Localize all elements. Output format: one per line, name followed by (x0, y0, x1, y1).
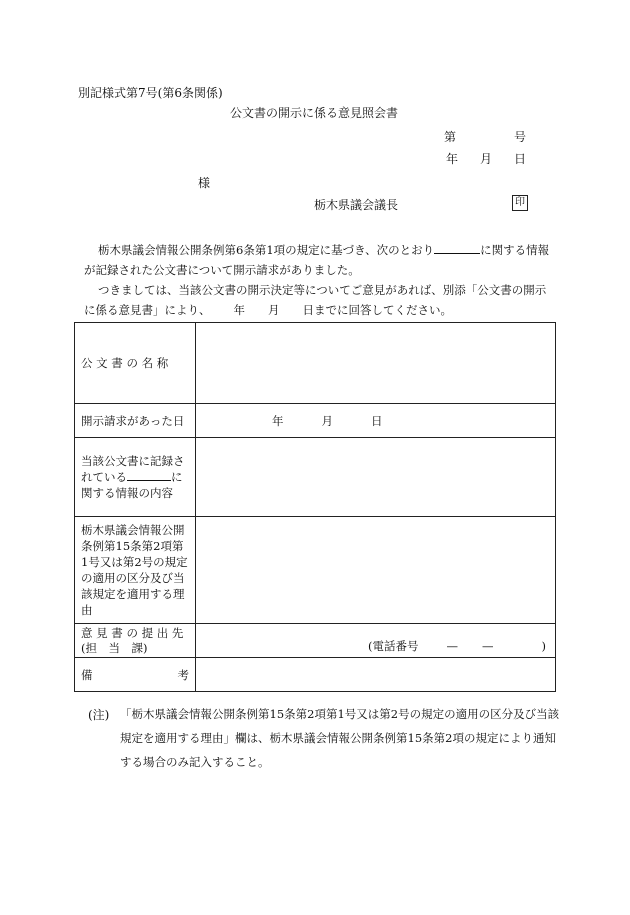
blank-underline (127, 469, 171, 481)
label-submission-dest-b: (担 当 課) (81, 640, 148, 655)
paragraph-1-b: に関する情報が記録された公文書について開示請求がありました。 (84, 243, 550, 277)
sender-name: 栃木県議会議長 (314, 198, 399, 212)
label-info-content-b: に関する情報の内容 (81, 470, 183, 500)
phone-label: (電話番号 (368, 638, 419, 653)
seal-text: 印 (512, 195, 528, 211)
row-info-content (75, 438, 556, 517)
addressee-suffix: 様 (198, 176, 211, 190)
paragraph-2-a: つきましては、当該公文書の開示決定等についてご意見があれば、別添「公文書の開示に係る意見書」により、 (84, 283, 547, 317)
value-applicable-reason (196, 517, 556, 624)
label-info-content-a: 当該公文書に記録されている (81, 454, 185, 484)
paragraph-2-year: 年 (233, 303, 245, 317)
row-request-date (75, 404, 556, 438)
label-remarks-b: 考 (177, 667, 189, 682)
request-date-year: 年 (272, 413, 284, 428)
value-remarks (196, 658, 556, 692)
note-label: (注) (88, 708, 110, 722)
label-remarks (75, 658, 196, 692)
paragraph-1-a: 栃木県議会情報公開条例第6条第1項の規定に基づき、次のとおり (98, 243, 435, 257)
number-suffix: 号 (514, 130, 527, 144)
paragraph-2 (84, 280, 554, 320)
value-info-content (196, 438, 556, 517)
document-title: 公文書の開示に係る意見照会書 (230, 106, 399, 120)
label-info-content (75, 438, 196, 517)
phone-dash-2: — (482, 638, 494, 653)
number-prefix: 第 (444, 130, 457, 144)
request-date-day: 日 (371, 413, 383, 428)
paragraph-2-month: 月 (268, 303, 280, 317)
label-request-date: 開示請求があった日 (75, 404, 196, 438)
date-month: 月 (480, 152, 493, 166)
blank-underline (434, 241, 480, 254)
seal-mark (512, 194, 528, 211)
form-number: 別記様式第7号(第6条関係) (78, 86, 223, 100)
label-applicable-reason: 栃木県議会情報公開条例第15条第2項第1号又は第2号の規定の適用の区分及び当該規定を適用する理由 (75, 517, 196, 624)
label-document-name: 公 文 書 の 名 称 (75, 323, 196, 404)
label-submission-dest-a: 意 見 書 の 提 出 先 (81, 625, 184, 640)
inquiry-table (74, 322, 556, 692)
row-applicable-reason (75, 517, 556, 624)
request-date-month: 月 (321, 413, 333, 428)
label-remarks-a: 備 (81, 667, 93, 682)
paragraph-2-day: 日までに回答してください。 (302, 303, 452, 317)
date-year: 年 (446, 152, 459, 166)
row-submission-dest (75, 624, 556, 658)
value-request-date (196, 404, 556, 438)
phone-close: ) (541, 638, 546, 653)
row-remarks (75, 658, 556, 692)
value-document-name (196, 323, 556, 404)
date-day: 日 (514, 152, 527, 166)
paragraph-1 (84, 240, 554, 280)
phone-dash-1: — (446, 638, 458, 653)
row-document-name (75, 323, 556, 404)
value-submission-dest (196, 624, 556, 658)
note-text: 「栃木県議会情報公開条例第15条第2項第1号又は第2号の規定の適用の区分及び当該規定を適用する理由」欄は、栃木県議会情報公開条例第15条第2項の規定により通知する場合のみ記入すること。 (120, 707, 560, 769)
label-submission-dest (75, 624, 196, 658)
